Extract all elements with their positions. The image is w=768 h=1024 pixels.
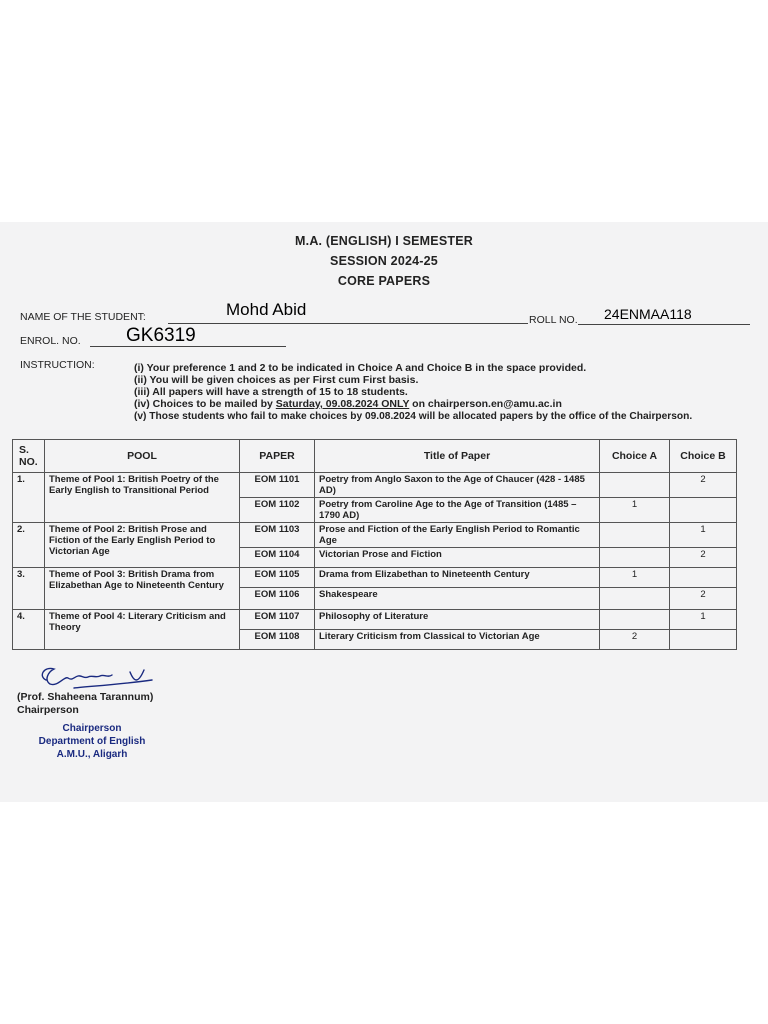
roll-no-line: [578, 324, 750, 325]
student-name-value: Mohd Abid: [226, 300, 307, 319]
core-papers-table: [12, 439, 737, 650]
col-header-pool: POOL: [45, 440, 240, 473]
signatory-name: (Prof. Shaheena Tarannum): [17, 691, 154, 703]
cell-choice-a[interactable]: [600, 588, 670, 610]
cell-paper: EOM 1104: [240, 548, 315, 568]
cell-choice-b[interactable]: 1: [670, 523, 737, 548]
col-header-title: Title of Paper: [315, 440, 600, 473]
cell-choice-b[interactable]: [670, 498, 737, 523]
enrol-no-value: GK6319: [126, 325, 196, 346]
cell-title: Shakespeare: [315, 588, 600, 610]
student-name-label: NAME OF THE STUDENT:: [20, 311, 146, 323]
cell-choice-b[interactable]: 1: [670, 610, 737, 630]
col-header-sno: S. NO.: [13, 440, 45, 473]
cell-title: Victorian Prose and Fiction: [315, 548, 600, 568]
cell-choice-a[interactable]: [600, 523, 670, 548]
enrol-no-label: ENROL. NO.: [20, 335, 81, 347]
roll-no-label: ROLL NO.: [529, 314, 578, 326]
cell-title: Drama from Elizabethan to Nineteenth Century: [315, 568, 600, 588]
table-row: [13, 523, 737, 548]
cell-choice-a[interactable]: [600, 610, 670, 630]
form-title: M.A. (ENGLISH) I SEMESTER: [295, 234, 473, 248]
cell-choice-b[interactable]: 2: [670, 588, 737, 610]
table-row: [13, 568, 737, 588]
roll-no-value: 24ENMAA118: [604, 306, 692, 322]
cell-title: Literary Criticism from Classical to Victorian Age: [315, 630, 600, 650]
cell-sno: 3.: [13, 568, 45, 610]
stamp-line: Chairperson: [62, 723, 122, 734]
stamp-line: Department of English: [38, 736, 146, 747]
table-row: [13, 473, 737, 498]
cell-choice-a[interactable]: 2: [600, 630, 670, 650]
table-row: [13, 610, 737, 630]
cell-choice-b[interactable]: 2: [670, 548, 737, 568]
form-subtitle: CORE PAPERS: [337, 274, 431, 288]
cell-choice-a[interactable]: 1: [600, 568, 670, 588]
student-name-line: [168, 323, 528, 324]
col-header-paper: PAPER: [240, 440, 315, 473]
form-session: SESSION 2024-25: [330, 254, 438, 268]
cell-paper: EOM 1105: [240, 568, 315, 588]
cell-choice-b[interactable]: [670, 630, 737, 650]
col-header-choice-a: Choice A: [600, 440, 670, 473]
cell-choice-b[interactable]: [670, 568, 737, 588]
cell-sno: 2.: [13, 523, 45, 568]
col-header-choice-b: Choice B: [670, 440, 737, 473]
instruction-item: (iv) Choices to be mailed by Saturday, 09.08.2024 ONLY on chairperson.en@amu.ac.in: [134, 398, 562, 410]
cell-title: Poetry from Caroline Age to the Age of Transition (1485 – 1790 AD): [315, 498, 600, 523]
cell-choice-a[interactable]: [600, 548, 670, 568]
cell-pool: Theme of Pool 4: Literary Criticism and Theory: [45, 610, 240, 650]
cell-paper: EOM 1101: [240, 473, 315, 498]
cell-title: Philosophy of Literature: [315, 610, 600, 630]
instruction-item: (ii) You will be given choices as per First cum First basis.: [134, 374, 419, 386]
cell-title: Poetry from Anglo Saxon to the Age of Chaucer (428 - 1485 AD): [315, 473, 600, 498]
stamp-line: A.M.U., Aligarh: [56, 749, 128, 760]
instruction-item: (iii) All papers will have a strength of 15 to 18 students.: [134, 386, 408, 398]
cell-choice-a[interactable]: 1: [600, 498, 670, 523]
instruction-item: (i) Your preference 1 and 2 to be indicated in Choice A and Choice B in the space provided.: [134, 362, 587, 374]
cell-sno: 1.: [13, 473, 45, 523]
cell-paper: EOM 1102: [240, 498, 315, 523]
cell-choice-a[interactable]: [600, 473, 670, 498]
cell-paper: EOM 1107: [240, 610, 315, 630]
table-header-row: [13, 440, 737, 473]
signatory-designation: Chairperson: [17, 704, 79, 716]
instruction-label: INSTRUCTION:: [20, 359, 95, 371]
cell-paper: EOM 1106: [240, 588, 315, 610]
cell-paper: EOM 1108: [240, 630, 315, 650]
cell-pool: Theme of Pool 1: British Poetry of the Early English to Transitional Period: [45, 473, 240, 523]
cell-pool: Theme of Pool 3: British Drama from Elizabethan Age to Nineteenth Century: [45, 568, 240, 610]
cell-choice-b[interactable]: 2: [670, 473, 737, 498]
cell-title: Prose and Fiction of the Early English Period to Romantic Age: [315, 523, 600, 548]
cell-paper: EOM 1103: [240, 523, 315, 548]
cell-sno: 4.: [13, 610, 45, 650]
instruction-item: (v) Those students who fail to make choices by 09.08.2024 will be allocated papers by the office of the Chairperson.: [134, 411, 693, 422]
cell-pool: Theme of Pool 2: British Prose and Fiction of the Early English Period to Victorian Age: [45, 523, 240, 568]
